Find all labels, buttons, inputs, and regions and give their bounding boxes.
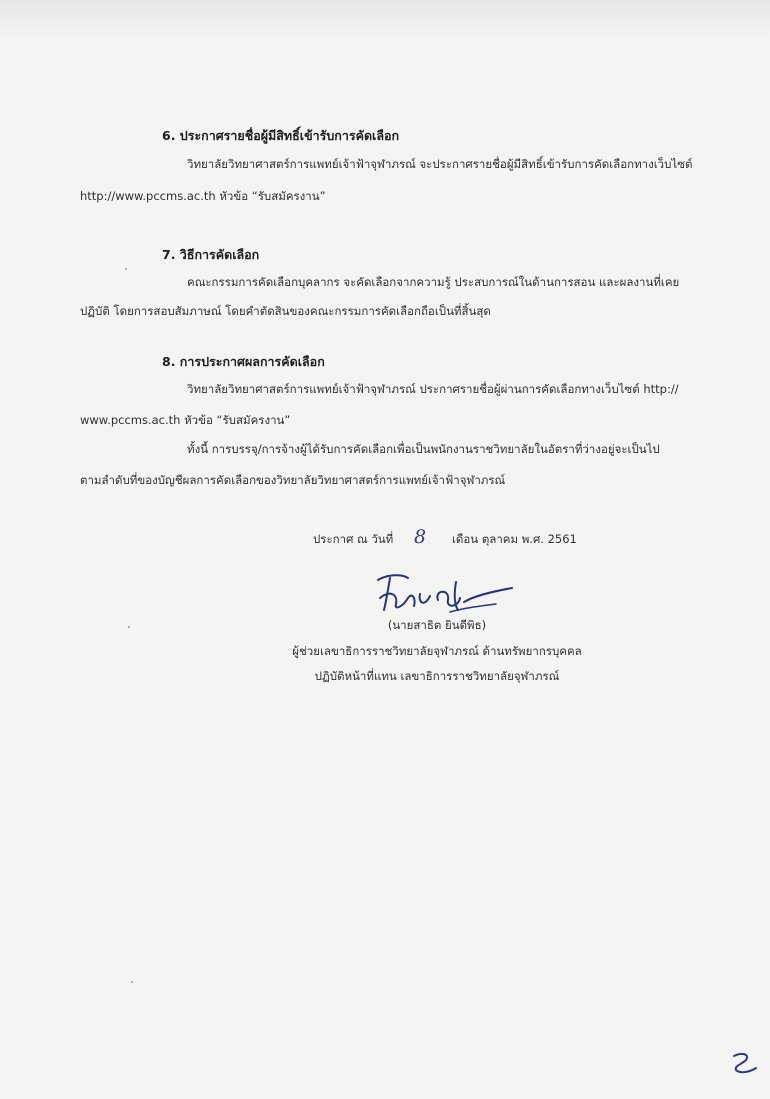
section-6-heading: 6. ประกาศรายชื่อผู้มีสิทธิ์เข้ารับการคัดเลือก bbox=[162, 128, 400, 143]
signatory-position-1: ผู้ช่วยเลขาธิการราชวิทยาลัยจุฬาภรณ์ ด้านทรัพยากรบุคคล bbox=[292, 644, 582, 658]
corner-page-mark bbox=[728, 1048, 762, 1078]
section-7-line-2: ปฏิบัติ โดยการสอบสัมภาษณ์ โดยคำตัดสินของคณะกรรมการคัดเลือกถือเป็นที่สิ้นสุด bbox=[80, 304, 491, 318]
signatory-name: (นายสาธิต ยินดีพิธ) bbox=[387, 618, 487, 632]
section-6-line-2: http://www.pccms.ac.th หัวข้อ “รับสมัครงาน” bbox=[80, 189, 326, 203]
announcement-day-handwritten: 8 bbox=[414, 526, 427, 548]
section-8-line-3: ทั้งนี้ การบรรจุ/การจ้างผู้ได้รับการคัดเลือกเพื่อเป็นพนักงานราชวิทยาลัยในอัตราที่ว่างอยู่จะเป็นไป bbox=[187, 442, 660, 456]
section-7-heading: 7. วิธีการคัดเลือก bbox=[162, 247, 260, 262]
section-8-line-1: วิทยาลัยวิทยาศาสตร์การแพทย์เจ้าฟ้าจุฬาภรณ์ ประกาศรายชื่อผู้ผ่านการคัดเลือกทางเว็บไซต์ http:// bbox=[187, 382, 679, 396]
section-8-line-2: www.pccms.ac.th หัวข้อ “รับสมัครงาน” bbox=[80, 413, 291, 427]
signatory-position-2: ปฏิบัติหน้าที่แทน เลขาธิการราชวิทยาลัยจุฬาภรณ์ bbox=[314, 669, 560, 683]
section-8-heading: 8. การประกาศผลการคัดเลือก bbox=[162, 354, 325, 369]
scan-edge-shade bbox=[0, 0, 770, 40]
section-6-line-1: วิทยาลัยวิทยาศาสตร์การแพทย์เจ้าฟ้าจุฬาภรณ์ จะประกาศรายชื่อผู้มีสิทธิ์เข้ารับการคัดเลือกทางเว็บไซต์ bbox=[187, 157, 693, 171]
scan-speck bbox=[128, 626, 130, 628]
announcement-date-suffix: เดือน ตุลาคม พ.ศ. 2561 bbox=[452, 532, 577, 546]
section-8-line-4: ตามลำดับที่ของบัญชีผลการคัดเลือกของวิทยาลัยวิทยาศาสตร์การแพทย์เจ้าฟ้าจุฬาภรณ์ bbox=[80, 473, 506, 487]
scan-speck bbox=[131, 981, 133, 983]
handwritten-signature bbox=[368, 568, 518, 618]
announcement-prefix: ประกาศ ณ วันที่ bbox=[313, 532, 394, 546]
section-7-line-1: คณะกรรมการคัดเลือกบุคลากร จะคัดเลือกจากความรู้ ประสบการณ์ในด้านการสอน และผลงานที่เคย bbox=[187, 275, 680, 289]
scan-speck bbox=[125, 268, 127, 270]
